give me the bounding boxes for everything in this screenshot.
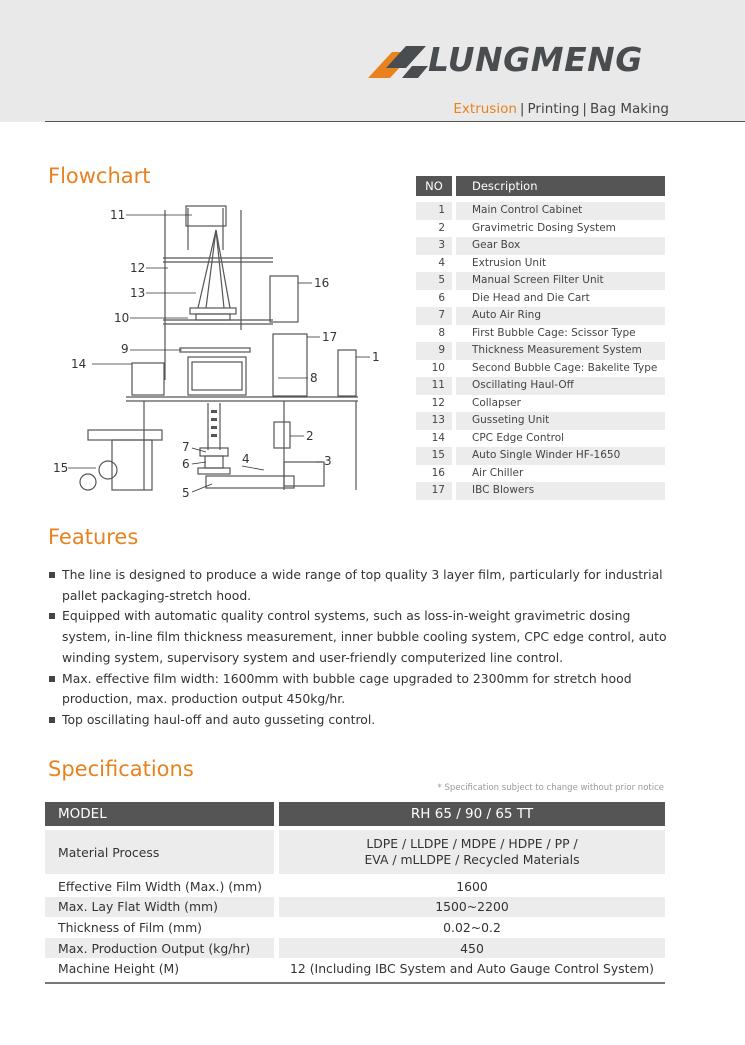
header-rule bbox=[45, 121, 745, 122]
callout-label: 15 bbox=[53, 461, 69, 475]
row-description: Main Control Cabinet bbox=[456, 202, 665, 220]
callout-label: 16 bbox=[314, 276, 330, 290]
no-column-header: NO bbox=[416, 176, 452, 196]
row-description: CPC Edge Control bbox=[472, 431, 565, 444]
row-no: 10 bbox=[431, 361, 445, 374]
spec-value: 0.02~0.2 bbox=[443, 919, 501, 935]
spec-key: Material Process bbox=[45, 830, 274, 874]
row-no: 8 bbox=[438, 326, 445, 339]
spec-value-line: EVA / mLLDPE / Recycled Materials bbox=[364, 852, 580, 867]
brand-name: LUNGMENG bbox=[428, 40, 643, 79]
row-no: 15 bbox=[416, 447, 452, 465]
table-row bbox=[416, 290, 665, 308]
row-no: 9 bbox=[416, 342, 452, 360]
features-title: Features bbox=[48, 525, 139, 549]
row-description: Air Chiller bbox=[472, 466, 524, 479]
row-description: Gusseting Unit bbox=[456, 412, 665, 430]
table-row bbox=[45, 917, 665, 938]
table-row bbox=[416, 237, 665, 255]
callout-label: 14 bbox=[71, 357, 87, 371]
row-no: 14 bbox=[431, 431, 445, 444]
spec-key: Max. Lay Flat Width (mm) bbox=[45, 897, 274, 918]
row-description: Auto Air Ring bbox=[456, 307, 665, 325]
row-no: 17 bbox=[416, 482, 452, 500]
table-row bbox=[45, 876, 665, 897]
table-row bbox=[45, 830, 665, 874]
row-no: 13 bbox=[416, 412, 452, 430]
callout-label: 11 bbox=[110, 208, 126, 222]
specifications-table bbox=[45, 802, 665, 984]
spec-value: 1500~2200 bbox=[279, 897, 665, 918]
spec-key: Max. Production Output (kg/hr) bbox=[45, 938, 274, 959]
row-description: Die Head and Die Cart bbox=[472, 291, 590, 304]
row-no: 3 bbox=[416, 237, 452, 255]
table-row bbox=[45, 958, 665, 979]
spec-value bbox=[279, 830, 665, 874]
callout-label: 10 bbox=[114, 311, 130, 325]
row-no: 7 bbox=[416, 307, 452, 325]
table-row bbox=[416, 465, 665, 483]
model-label: MODEL bbox=[45, 802, 274, 826]
table-row bbox=[416, 447, 665, 465]
row-description: Auto Single Winder HF-1650 bbox=[456, 447, 665, 465]
description-column-header: Description bbox=[456, 176, 665, 196]
callout-label: 8 bbox=[310, 371, 318, 385]
table-row bbox=[416, 272, 665, 290]
row-no: 6 bbox=[438, 291, 445, 304]
table-row bbox=[416, 395, 665, 413]
row-no: 16 bbox=[431, 466, 445, 479]
list-item: Top oscillating haul-off and auto gusseting control. bbox=[48, 710, 678, 731]
callout-label: 3 bbox=[324, 454, 332, 468]
row-description: First Bubble Cage: Scissor Type bbox=[472, 326, 636, 339]
spec-key: Machine Height (M) bbox=[58, 961, 180, 977]
row-description: IBC Blowers bbox=[456, 482, 665, 500]
table-row bbox=[45, 938, 665, 959]
table-header bbox=[45, 802, 665, 826]
spec-value: 12 (Including IBC System and Auto Gauge Control System) bbox=[290, 961, 654, 977]
table-row bbox=[416, 430, 665, 448]
features-list bbox=[48, 565, 678, 731]
spec-value-line: LDPE / LLDPE / MDPE / HDPE / PP / bbox=[366, 836, 578, 851]
row-description: Second Bubble Cage: Bakelite Type bbox=[472, 361, 658, 374]
row-description: Oscillating Haul-Off bbox=[456, 377, 665, 395]
callout-label: 1 bbox=[372, 350, 380, 364]
spec-value: 1600 bbox=[456, 878, 488, 894]
flowchart-description-table bbox=[416, 176, 665, 500]
specifications-title: Specifications bbox=[48, 757, 194, 781]
callout-label: 17 bbox=[322, 330, 338, 344]
row-description: Gravimetric Dosing System bbox=[472, 221, 616, 234]
tagline-separator: | bbox=[519, 101, 525, 117]
callout-label: 5 bbox=[182, 486, 190, 500]
spec-key: Thickness of Film (mm) bbox=[58, 919, 202, 935]
callout-label: 6 bbox=[182, 457, 190, 471]
brand-logo bbox=[366, 38, 676, 82]
tagline-printing: Printing bbox=[527, 101, 580, 117]
table-bottom-rule bbox=[45, 982, 665, 984]
model-value: RH 65 / 90 / 65 TT bbox=[279, 802, 665, 826]
row-no: 5 bbox=[416, 272, 452, 290]
table-row bbox=[416, 342, 665, 360]
row-no: 1 bbox=[416, 202, 452, 220]
blown-film-line-diagram bbox=[48, 200, 398, 505]
row-no: 4 bbox=[438, 256, 445, 269]
row-description: Gear Box bbox=[456, 237, 665, 255]
tagline-bag-making: Bag Making bbox=[589, 101, 669, 117]
row-no: 2 bbox=[438, 221, 445, 234]
logo-mark-icon bbox=[366, 38, 428, 82]
row-no: 12 bbox=[431, 396, 445, 409]
tagline-separator: | bbox=[582, 101, 587, 117]
row-description: Collapser bbox=[472, 396, 521, 409]
table-row bbox=[416, 325, 665, 343]
list-item: Equipped with automatic quality control systems, such as loss-in-weight gravimetric dosing system, in-line film thickness measurement, inner bubble cooling system, CPC edge control, auto winding system, supervisory system and user-friendly computerized line control. bbox=[48, 606, 678, 668]
row-description: Manual Screen Filter Unit bbox=[456, 272, 665, 290]
flowchart-title: Flowchart bbox=[48, 164, 151, 188]
tagline bbox=[453, 101, 669, 117]
callout-label: 13 bbox=[130, 286, 146, 300]
table-row bbox=[416, 482, 665, 500]
table-row bbox=[416, 202, 665, 220]
list-item: Max. effective film width: 1600mm with bubble cage upgraded to 2300mm for stretch hood production, max. production output 450kg/hr. bbox=[48, 669, 678, 710]
callout-label: 7 bbox=[182, 440, 190, 454]
table-row bbox=[45, 897, 665, 918]
table-row bbox=[416, 377, 665, 395]
row-description: Extrusion Unit bbox=[472, 256, 547, 269]
table-row bbox=[416, 412, 665, 430]
callout-label: 9 bbox=[121, 342, 129, 356]
row-no: 11 bbox=[416, 377, 452, 395]
table-header bbox=[416, 176, 665, 196]
row-description: Thickness Measurement System bbox=[456, 342, 665, 360]
list-item: The line is designed to produce a wide range of top quality 3 layer film, particularly for industrial pallet packaging-stretch hood. bbox=[48, 565, 678, 606]
table-row bbox=[416, 220, 665, 238]
callout-label: 12 bbox=[130, 261, 146, 275]
spec-value: 450 bbox=[279, 938, 665, 959]
table-row bbox=[416, 255, 665, 273]
table-row bbox=[416, 307, 665, 325]
callout-label: 4 bbox=[242, 452, 250, 466]
page-header bbox=[0, 0, 745, 122]
tagline-extrusion: Extrusion bbox=[453, 101, 517, 117]
spec-key: Effective Film Width (Max.) (mm) bbox=[58, 878, 263, 894]
spec-disclaimer: * Specification subject to change without prior notice bbox=[437, 783, 664, 793]
callout-label: 2 bbox=[306, 429, 314, 443]
table-row bbox=[416, 360, 665, 378]
